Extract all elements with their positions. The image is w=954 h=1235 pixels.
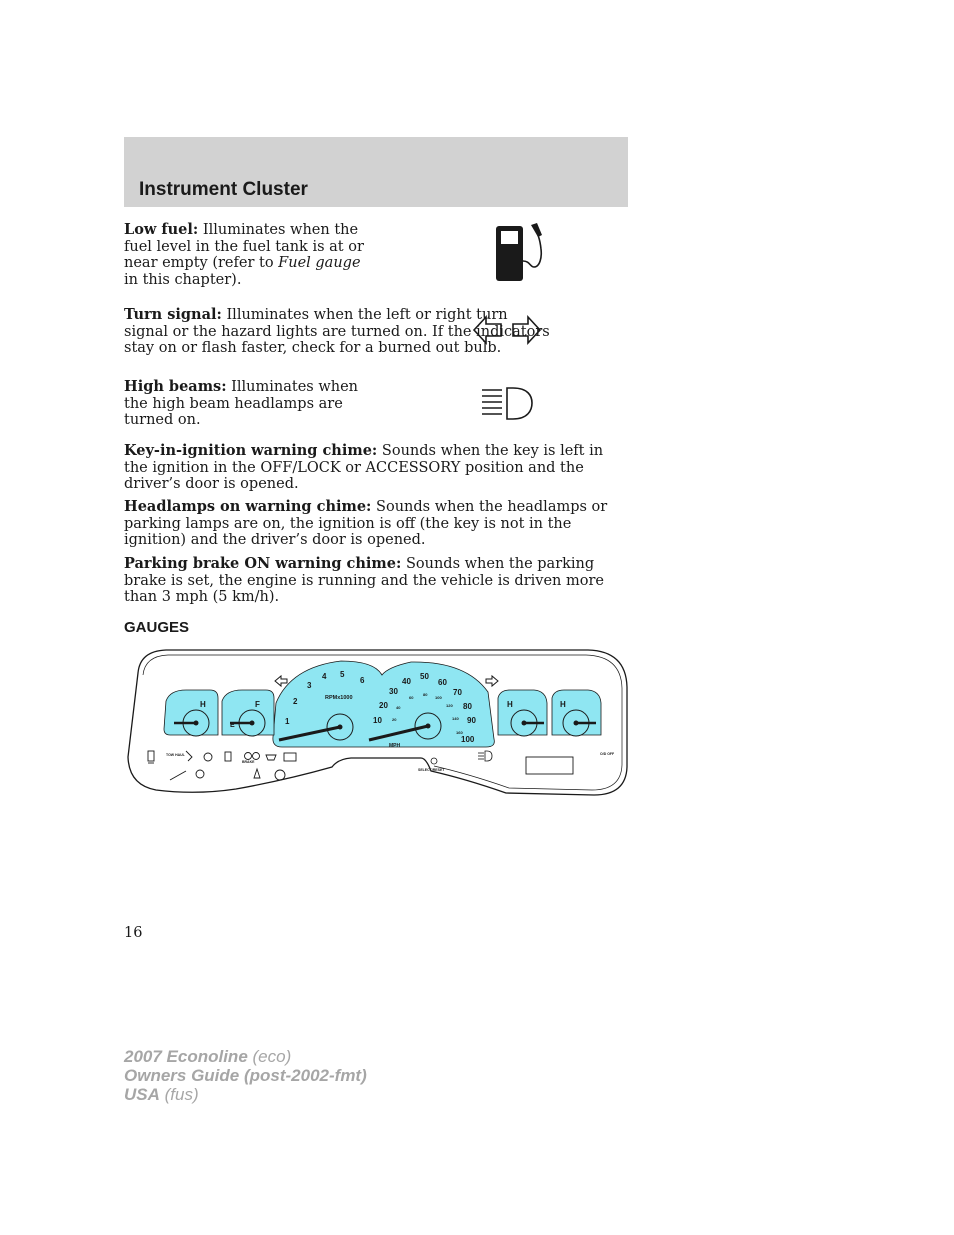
headlamps-chime-label: Headlamps on warning chime: — [124, 498, 372, 515]
fuel-e-label: E — [230, 722, 235, 729]
footer-market-code: (fus) — [159, 1085, 199, 1104]
oil-h-label: H — [507, 700, 513, 709]
temp-h-label: H — [200, 700, 206, 709]
footer-line-2: Owners Guide (post-2002-fmt) — [124, 1066, 367, 1085]
mph-tick-70: 70 — [453, 688, 462, 697]
key-chime-text: Sounds when the key is left in the ignition in the OFF/LOCK or ACCESSORY position and the driver’s door is opened. — [124, 443, 604, 493]
od-off-label: O/D OFF — [600, 752, 615, 756]
fuel-gauge-reference: Fuel gauge — [278, 255, 361, 272]
footer-model: 2007 Econoline — [124, 1047, 248, 1066]
instrument-cluster-illustration — [126, 647, 629, 799]
brake-chime-paragraph — [124, 556, 629, 606]
page-number: 16 — [124, 925, 143, 941]
low-fuel-paragraph — [124, 222, 376, 288]
mph-tick-10: 10 — [373, 716, 382, 725]
low-fuel-label: Low fuel: — [124, 221, 199, 238]
tach-tick-6: 6 — [360, 676, 365, 685]
mph-tick-30: 30 — [389, 687, 398, 696]
tach-tick-5: 5 — [340, 670, 345, 679]
select-reset-label: SELECT/RESET — [418, 768, 445, 772]
brake-chime-label: Parking brake ON warning chime: — [124, 555, 402, 572]
headlamps-chime-text: Sounds when the headlamps or parking lamps are on, the ignition is off (the key is not in the ignition) and the driver’s door is opened. — [124, 499, 608, 549]
headlamps-chime-paragraph — [124, 499, 629, 549]
key-chime-label: Key-in-ignition warning chime: — [124, 442, 378, 459]
mph-tick-100: 100 — [461, 735, 475, 744]
footer-line-3 — [124, 1085, 367, 1104]
tach-unit: RPMx1000 — [325, 695, 353, 701]
mph-tick-90: 90 — [467, 716, 476, 725]
document-footer — [124, 1047, 367, 1104]
kmh-tick-60: 60 — [409, 695, 414, 700]
high-beams-text: Illuminates when the high beam headlamps are turned on. — [124, 379, 359, 429]
gauges-heading: GAUGES — [124, 619, 190, 636]
fuel-f-label: F — [255, 700, 260, 709]
page-title: Instrument Cluster — [139, 179, 308, 200]
fuel-pump-icon — [494, 223, 546, 283]
tach-tick-1: 1 — [285, 717, 290, 726]
mph-tick-40: 40 — [402, 677, 411, 686]
odometer-display — [526, 757, 573, 774]
brake-label: BRAKE — [242, 760, 255, 764]
mph-tick-20: 20 — [379, 701, 388, 710]
header-band — [124, 137, 628, 207]
turn-signal-text: Illuminates when the left or right turn signal or the hazard lights are turned on. If the indicators stay on or flash faster, check for a burned out bulb. — [124, 307, 550, 357]
turn-signal-arrows-icon — [472, 314, 542, 346]
high-beams-paragraph — [124, 379, 382, 429]
footer-market: USA — [124, 1085, 160, 1104]
speed-unit: MPH — [389, 743, 401, 749]
kmh-tick-140: 140 — [452, 716, 459, 721]
kmh-tick-160: 160 — [456, 730, 463, 735]
low-fuel-text-1: Illuminates when the fuel level in the fuel tank is at or near empty (refer to — [124, 222, 364, 272]
brake-chime-text: Sounds when the parking brake is set, the engine is running and the vehicle is driven more than 3 mph (5 km/h). — [124, 556, 604, 606]
tach-tick-2: 2 — [293, 697, 298, 706]
kmh-tick-40: 40 — [396, 705, 401, 710]
turn-signal-label: Turn signal: — [124, 306, 222, 323]
mph-tick-80: 80 — [463, 702, 472, 711]
low-fuel-text-2: in this chapter). — [124, 271, 242, 288]
kmh-tick-120: 120 — [446, 703, 453, 708]
tow-haul-label: TOW HAUL — [166, 753, 185, 757]
volt-h-label: H — [560, 700, 566, 709]
high-beams-label: High beams: — [124, 378, 227, 395]
tach-tick-4: 4 — [322, 672, 327, 681]
kmh-tick-100: 100 — [435, 695, 442, 700]
mph-tick-50: 50 — [420, 672, 429, 681]
footer-model-code: (eco) — [247, 1047, 292, 1066]
footer-line-1 — [124, 1047, 367, 1066]
tach-tick-3: 3 — [307, 681, 312, 690]
mph-tick-60: 60 — [438, 678, 447, 687]
kmh-tick-20: 20 — [392, 717, 397, 722]
key-chime-paragraph — [124, 443, 629, 493]
kmh-tick-80: 80 — [423, 692, 428, 697]
high-beam-icon — [480, 386, 536, 422]
